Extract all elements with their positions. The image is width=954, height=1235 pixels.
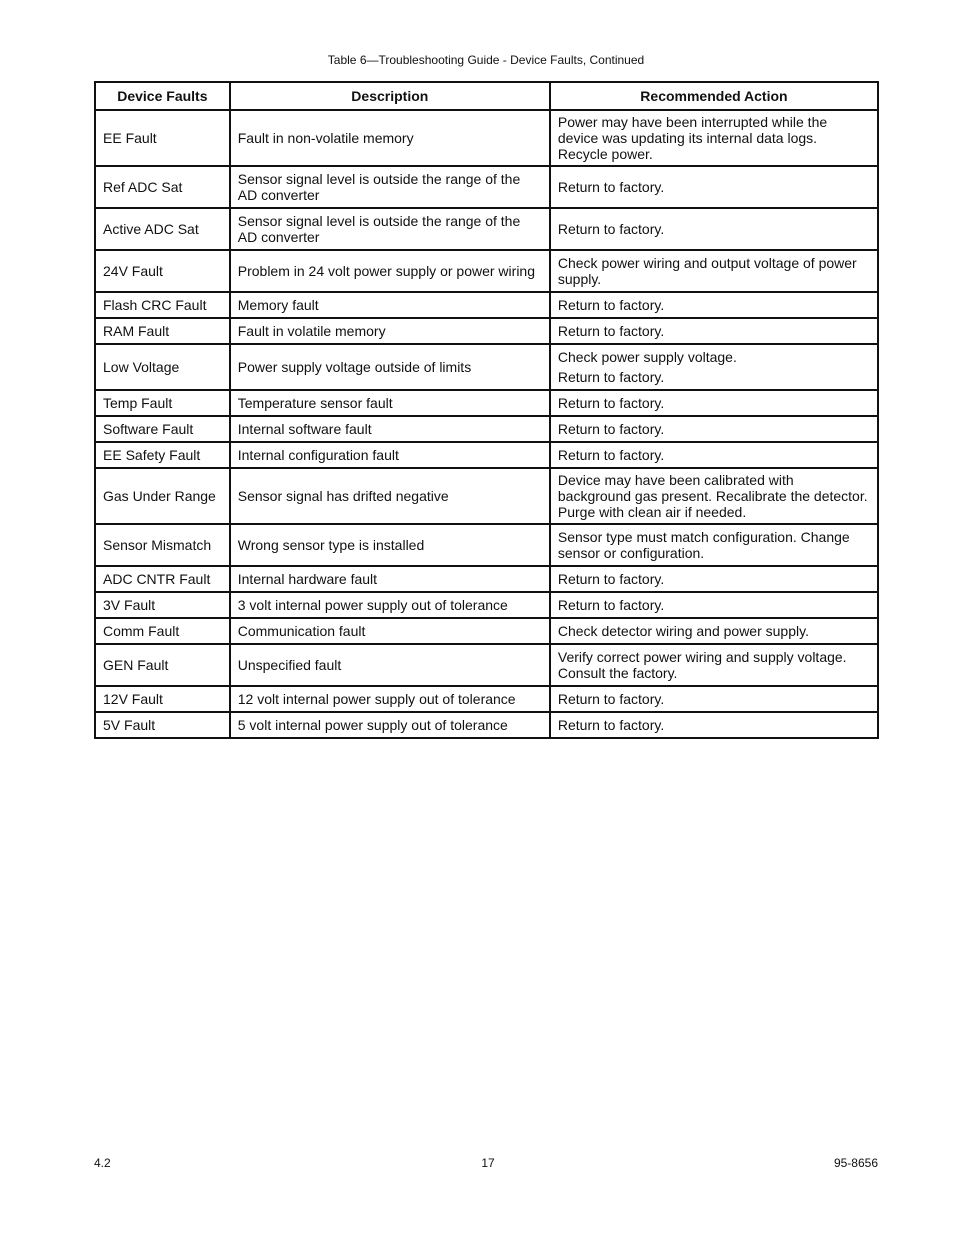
cell-recommended-action (550, 468, 878, 524)
cell-device-fault: EE Fault (95, 110, 230, 166)
cell-description: Memory fault (230, 292, 550, 318)
cell-device-fault: Software Fault (95, 416, 230, 442)
table-row (95, 468, 878, 524)
action-text: Return to factory. (557, 395, 665, 411)
cell-device-fault: 3V Fault (95, 592, 230, 618)
cell-recommended-action (550, 442, 878, 468)
cell-description: Communication fault (230, 618, 550, 644)
table-row (95, 524, 878, 566)
cell-description: Unspecified fault (230, 644, 550, 686)
cell-device-fault: Ref ADC Sat (95, 166, 230, 208)
action-text: Device may have been calibrated with background gas present. Recalibrate the detector. Purge with clean air if needed. (557, 472, 868, 520)
cell-recommended-action (550, 644, 878, 686)
cell-device-fault: 24V Fault (95, 250, 230, 292)
cell-device-fault: RAM Fault (95, 318, 230, 344)
table-row (95, 712, 878, 738)
table-row (95, 592, 878, 618)
cell-recommended-action (550, 318, 878, 344)
action-text: Return to factory. (557, 179, 665, 195)
cell-device-fault: EE Safety Fault (95, 442, 230, 468)
cell-description: Sensor signal level is outside the range of the AD converter (230, 166, 550, 208)
table-row (95, 208, 878, 250)
cell-description: Sensor signal level is outside the range of the AD converter (230, 208, 550, 250)
cell-recommended-action (550, 416, 878, 442)
cell-recommended-action (550, 592, 878, 618)
table-row (95, 416, 878, 442)
cell-device-fault: Gas Under Range (95, 468, 230, 524)
action-text: Return to factory. (557, 447, 665, 463)
action-text: Return to factory. (557, 221, 665, 237)
cell-device-fault: Sensor Mismatch (95, 524, 230, 566)
cell-recommended-action (550, 110, 878, 166)
cell-recommended-action (550, 390, 878, 416)
table-row (95, 166, 878, 208)
cell-description: Internal hardware fault (230, 566, 550, 592)
header-device-faults: Device Faults (95, 82, 230, 110)
table-body (95, 110, 878, 738)
cell-device-fault: Comm Fault (95, 618, 230, 644)
cell-device-fault: 12V Fault (95, 686, 230, 712)
cell-recommended-action (550, 166, 878, 208)
table-header-row (95, 82, 878, 110)
cell-device-fault: GEN Fault (95, 644, 230, 686)
table-row (95, 292, 878, 318)
cell-recommended-action (550, 208, 878, 250)
cell-device-fault: Temp Fault (95, 390, 230, 416)
table-row (95, 318, 878, 344)
cell-recommended-action (550, 344, 878, 390)
action-text: Return to factory. (557, 571, 665, 587)
cell-recommended-action (550, 566, 878, 592)
cell-recommended-action (550, 250, 878, 292)
table-row (95, 442, 878, 468)
table-row (95, 110, 878, 166)
cell-description: Power supply voltage outside of limits (230, 344, 550, 390)
footer-page-number: 17 (481, 1156, 495, 1170)
cell-device-fault: Active ADC Sat (95, 208, 230, 250)
troubleshooting-table (94, 81, 879, 739)
cell-device-fault: Flash CRC Fault (95, 292, 230, 318)
table-row (95, 344, 878, 390)
action-text: Check power wiring and output voltage of power supply. (557, 255, 857, 287)
footer-document-number: 95-8656 (833, 1156, 878, 1170)
action-text: Return to factory. (557, 369, 665, 385)
cell-description: Sensor signal has drifted negative (230, 468, 550, 524)
table-row (95, 644, 878, 686)
cell-description: Fault in non-volatile memory (230, 110, 550, 166)
header-description: Description (230, 82, 550, 110)
cell-recommended-action (550, 712, 878, 738)
cell-device-fault: 5V Fault (95, 712, 230, 738)
cell-recommended-action (550, 618, 878, 644)
action-text: Verify correct power wiring and supply voltage. Consult the factory. (557, 649, 847, 681)
action-text: Return to factory. (557, 323, 665, 339)
table-row (95, 618, 878, 644)
action-text: Return to factory. (557, 691, 665, 707)
cell-description: 5 volt internal power supply out of tolerance (230, 712, 550, 738)
cell-description: 12 volt internal power supply out of tolerance (230, 686, 550, 712)
header-recommended-action: Recommended Action (550, 82, 878, 110)
action-text: Check power supply voltage. (557, 349, 737, 365)
table-row (95, 250, 878, 292)
action-text: Sensor type must match configuration. Change sensor or configuration. (557, 529, 850, 561)
action-text: Return to factory. (557, 297, 665, 313)
action-text: Check detector wiring and power supply. (557, 623, 809, 639)
cell-description: Wrong sensor type is installed (230, 524, 550, 566)
action-text: Return to factory. (557, 717, 665, 733)
table-row (95, 390, 878, 416)
action-text: Power may have been interrupted while the device was updating its internal data logs. Recycle power. (557, 114, 828, 162)
table-row (95, 566, 878, 592)
action-text: Return to factory. (557, 421, 665, 437)
cell-description: Problem in 24 volt power supply or power wiring (230, 250, 550, 292)
cell-device-fault: ADC CNTR Fault (95, 566, 230, 592)
cell-description: Temperature sensor fault (230, 390, 550, 416)
table-row (95, 686, 878, 712)
cell-device-fault: Low Voltage (95, 344, 230, 390)
cell-description: 3 volt internal power supply out of tolerance (230, 592, 550, 618)
cell-description: Internal configuration fault (230, 442, 550, 468)
cell-recommended-action (550, 524, 878, 566)
cell-description: Fault in volatile memory (230, 318, 550, 344)
table-caption: Table 6—Troubleshooting Guide - Device Faults, Continued (327, 53, 645, 67)
footer-revision: 4.2 (94, 1156, 111, 1170)
cell-recommended-action (550, 292, 878, 318)
action-text: Return to factory. (557, 597, 665, 613)
cell-recommended-action (550, 686, 878, 712)
cell-description: Internal software fault (230, 416, 550, 442)
